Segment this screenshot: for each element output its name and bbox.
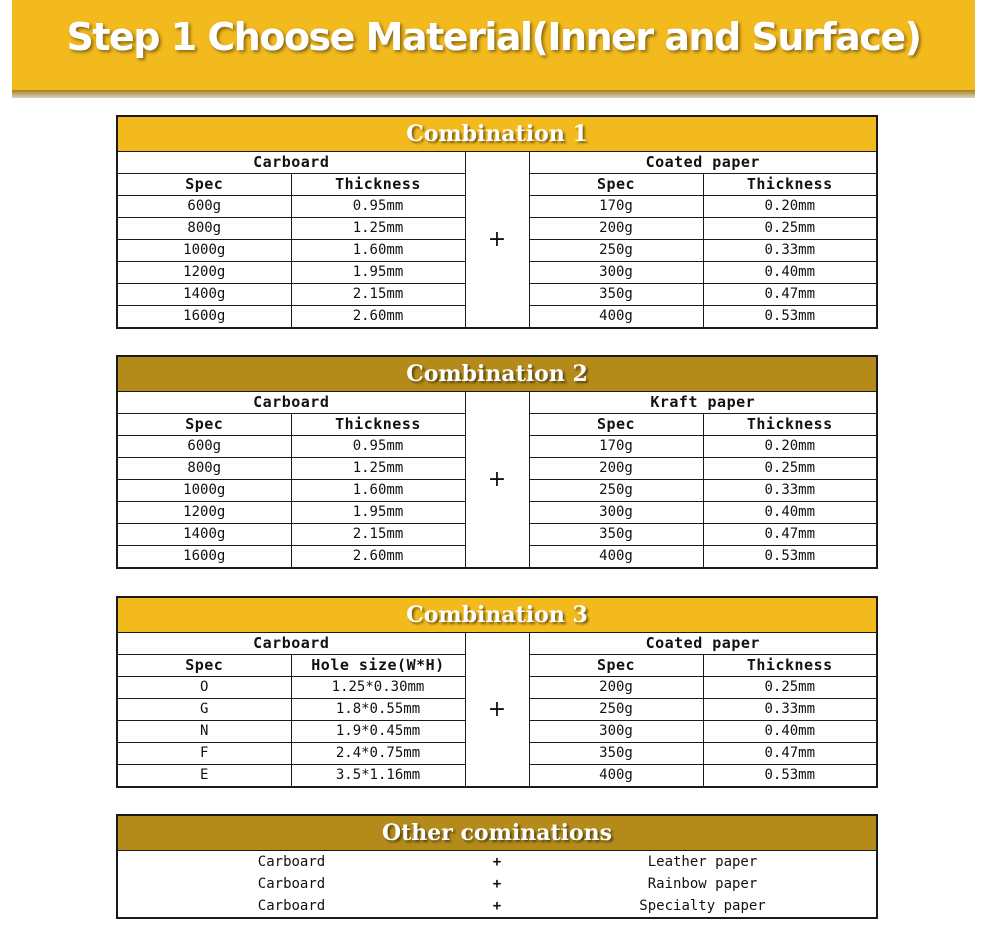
combo1-right-spec-header: Spec — [529, 174, 703, 196]
cell: 0.33mm — [703, 699, 877, 721]
cell: 0.53mm — [703, 306, 877, 329]
cell: 400g — [529, 546, 703, 569]
cell: F — [117, 743, 291, 765]
combo1-right-group: Coated paper — [529, 152, 877, 174]
combo3-hole-size-header: Hole size(W*H) — [291, 655, 465, 677]
plus-sign: + — [492, 876, 502, 892]
cell: 400g — [529, 765, 703, 788]
cell: 2.60mm — [291, 306, 465, 329]
cell: Rainbow paper — [647, 876, 758, 892]
cell: N — [117, 721, 291, 743]
cell: 0.40mm — [703, 721, 877, 743]
cell: 0.47mm — [703, 284, 877, 306]
page-title: Step 1 Choose Material(Inner and Surface) — [66, 15, 921, 59]
cell: 1.60mm — [291, 480, 465, 502]
cell: 0.25mm — [703, 677, 877, 699]
cell: 350g — [529, 743, 703, 765]
cell: 300g — [529, 721, 703, 743]
combination-2-table — [116, 355, 876, 569]
cell: 1.95mm — [291, 262, 465, 284]
cell: 250g — [529, 240, 703, 262]
cell: 1.25mm — [291, 218, 465, 240]
combo3-left-group: Carboard — [117, 633, 465, 655]
cell: 0.95mm — [291, 196, 465, 218]
cell: 0.53mm — [703, 546, 877, 569]
combo3-left-spec-header: Spec — [117, 655, 291, 677]
combination-2-title: Combination 2 — [117, 356, 877, 392]
combo2-right-spec-header: Spec — [529, 414, 703, 436]
cell: 600g — [117, 196, 291, 218]
cell: G — [117, 699, 291, 721]
cell: 350g — [529, 524, 703, 546]
combo2-left-spec-header: Spec — [117, 414, 291, 436]
cell: 0.95mm — [291, 436, 465, 458]
list-item — [117, 873, 877, 895]
combo3-right-group: Coated paper — [529, 633, 877, 655]
cell: Leather paper — [647, 854, 758, 870]
combo3-right-thickness-header: Thickness — [703, 655, 877, 677]
cell: 2.15mm — [291, 524, 465, 546]
cell: 1.25*0.30mm — [291, 677, 465, 699]
cell: 250g — [529, 480, 703, 502]
cell: 0.40mm — [703, 262, 877, 284]
cell: 0.53mm — [703, 765, 877, 788]
cell: O — [117, 677, 291, 699]
cell: 2.60mm — [291, 546, 465, 569]
cell: 1400g — [117, 524, 291, 546]
combo2-plus: + — [465, 392, 529, 569]
combo3-right-spec-header: Spec — [529, 655, 703, 677]
cell: 0.33mm — [703, 480, 877, 502]
cell: 200g — [529, 218, 703, 240]
cell: 0.47mm — [703, 743, 877, 765]
cell: 2.4*0.75mm — [291, 743, 465, 765]
combo1-left-spec-header: Spec — [117, 174, 291, 196]
cell: Carboard — [257, 854, 326, 870]
cell: 1200g — [117, 502, 291, 524]
cell: 300g — [529, 502, 703, 524]
cell: 250g — [529, 699, 703, 721]
combo3-plus: + — [465, 633, 529, 788]
cell: 600g — [117, 436, 291, 458]
cell: 1400g — [117, 284, 291, 306]
cell: 0.25mm — [703, 218, 877, 240]
combination-1-title: Combination 1 — [117, 116, 877, 152]
cell: 0.40mm — [703, 502, 877, 524]
combo1-left-thickness-header: Thickness — [291, 174, 465, 196]
plus-sign: + — [492, 898, 502, 914]
combo1-left-group: Carboard — [117, 152, 465, 174]
banner-shadow — [12, 90, 975, 98]
cell: Specialty paper — [639, 898, 766, 914]
combo2-right-group: Kraft paper — [529, 392, 877, 414]
other-combinations-title: Other cominations — [117, 815, 877, 851]
cell: 1.25mm — [291, 458, 465, 480]
cell: 0.33mm — [703, 240, 877, 262]
cell: 1600g — [117, 306, 291, 329]
cell: 0.20mm — [703, 196, 877, 218]
cell: 1.8*0.55mm — [291, 699, 465, 721]
other-combinations-table — [116, 814, 876, 919]
combo2-left-group: Carboard — [117, 392, 465, 414]
cell: 1.9*0.45mm — [291, 721, 465, 743]
cell: 1.95mm — [291, 502, 465, 524]
cell: 800g — [117, 218, 291, 240]
combination-3-title: Combination 3 — [117, 597, 877, 633]
cell: 1000g — [117, 240, 291, 262]
cell: 400g — [529, 306, 703, 329]
cell: 1600g — [117, 546, 291, 569]
combination-3-table — [116, 596, 876, 788]
cell: 3.5*1.16mm — [291, 765, 465, 788]
combo2-left-thickness-header: Thickness — [291, 414, 465, 436]
cell: 170g — [529, 436, 703, 458]
cell: Carboard — [257, 876, 326, 892]
cell: 800g — [117, 458, 291, 480]
cell: 2.15mm — [291, 284, 465, 306]
plus-sign: + — [492, 854, 502, 870]
cell: 0.25mm — [703, 458, 877, 480]
list-item — [117, 895, 877, 918]
cell: 300g — [529, 262, 703, 284]
combo1-plus: + — [465, 152, 529, 329]
cell: 350g — [529, 284, 703, 306]
list-item — [117, 851, 877, 874]
cell: 200g — [529, 458, 703, 480]
combination-1-table — [116, 115, 876, 329]
combo2-right-thickness-header: Thickness — [703, 414, 877, 436]
cell: 0.47mm — [703, 524, 877, 546]
cell: E — [117, 765, 291, 788]
cell: 170g — [529, 196, 703, 218]
cell: 1.60mm — [291, 240, 465, 262]
cell: 0.20mm — [703, 436, 877, 458]
cell: Carboard — [257, 898, 326, 914]
combo1-right-thickness-header: Thickness — [703, 174, 877, 196]
cell: 1000g — [117, 480, 291, 502]
cell: 200g — [529, 677, 703, 699]
cell: 1200g — [117, 262, 291, 284]
